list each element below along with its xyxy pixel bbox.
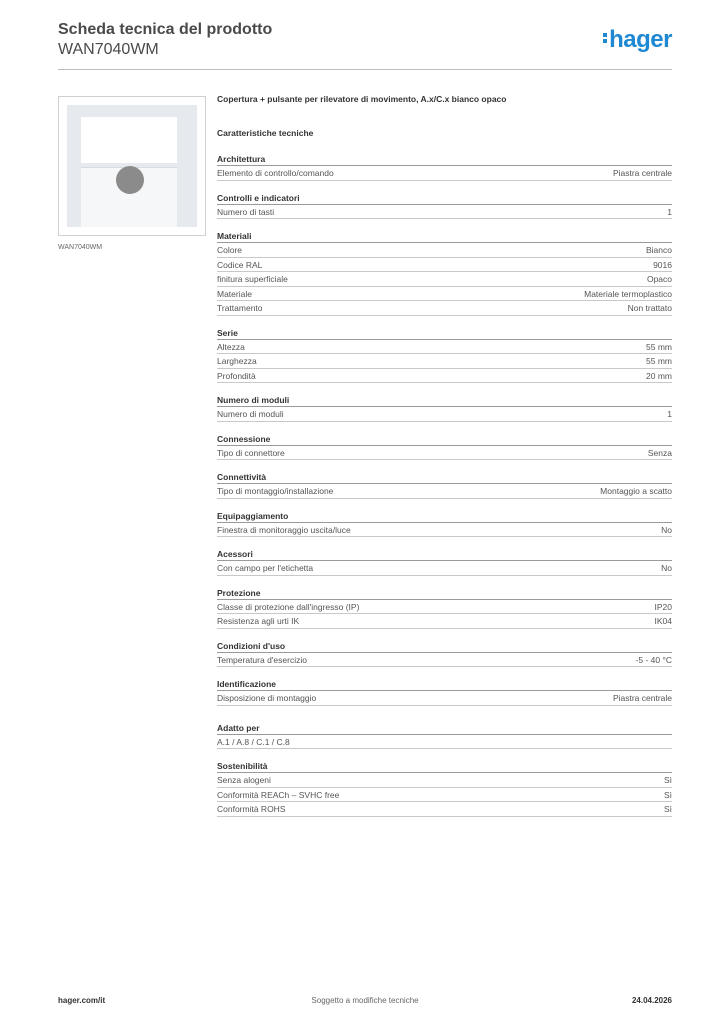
spec-value: 1 [667, 206, 672, 217]
spec-row [217, 773, 672, 788]
spec-section [217, 230, 672, 316]
document-title: Scheda tecnica del prodotto [58, 21, 273, 38]
spec-label: Numero di moduli [217, 409, 284, 419]
section-title: Identificazione [217, 678, 672, 691]
spec-label: Altezza [217, 341, 245, 352]
sensor-lens-icon [116, 166, 144, 194]
spec-subheading: Caratteristiche tecniche [217, 128, 314, 138]
header-divider [58, 69, 672, 70]
spec-row [217, 523, 672, 538]
plate-upper-panel [81, 117, 177, 163]
spec-label: Tipo di connettore [217, 447, 285, 458]
plate-frame [67, 105, 197, 227]
product-code: WAN7040WM [58, 41, 159, 58]
spec-value: 9016 [653, 259, 672, 270]
spec-value: IP20 [654, 601, 672, 612]
spec-label: Senza alogeni [217, 775, 271, 785]
spec-label: Resistenza agli urti IK [217, 616, 300, 626]
product-description: Copertura + pulsante per rilevatore di movimento, A.x/C.x bianco opaco [217, 94, 507, 104]
footer-website: hager.com/it [58, 996, 106, 1005]
spec-label: Disposizione di montaggio [217, 693, 317, 703]
spec-section [217, 394, 672, 422]
spec-value: No [661, 563, 672, 573]
spec-label: Colore [217, 245, 243, 255]
spec-label: Temperatura d'esercizio [217, 654, 307, 665]
spec-label: Larghezza [217, 356, 257, 366]
spec-row [217, 243, 672, 258]
spec-row [217, 446, 672, 461]
spec-row [217, 340, 672, 355]
spec-value: Sì [663, 775, 672, 785]
spec-section [217, 510, 672, 538]
section-title: Connessione [217, 433, 672, 446]
spec-value: Bianco [646, 245, 672, 255]
spec-value: Sì [663, 804, 672, 814]
spec-label: Trattamento [217, 303, 263, 313]
spec-value: Senza [647, 447, 672, 458]
spec-sections [217, 153, 672, 706]
spec-section [217, 678, 672, 706]
image-caption: WAN7040WM [58, 244, 103, 251]
spec-row [217, 653, 672, 668]
spec-section [217, 153, 672, 181]
product-image [58, 96, 206, 236]
spec-content [217, 94, 672, 828]
spec-label: Elemento di controllo/comando [217, 168, 334, 178]
section-sostenibilita [217, 760, 672, 817]
spec-row [217, 205, 672, 220]
spec-label: A.1 / A.8 / C.1 / C.8 [217, 736, 290, 747]
spec-section [217, 471, 672, 499]
section-title: Numero di moduli [217, 394, 672, 407]
logo-dots-icon [603, 31, 607, 45]
spec-label: Numero di tasti [217, 206, 275, 217]
section-title: Equipaggiamento [217, 510, 672, 523]
spec-label: Con campo per l'etichetta [217, 563, 314, 573]
spec-value: Opaco [646, 274, 672, 284]
section-title: Connettività [217, 471, 672, 484]
spec-row [217, 369, 672, 384]
spec-label: Codice RAL [217, 259, 263, 270]
spec-value: Non trattato [627, 303, 672, 313]
spec-row [217, 788, 672, 803]
spec-label: Tipo di montaggio/installazione [217, 486, 334, 496]
spec-value: Materiale termoplastico [584, 288, 672, 299]
section-title: Protezione [217, 587, 672, 600]
section-title: Architettura [217, 153, 672, 166]
page-header [58, 20, 672, 70]
spec-row [217, 354, 672, 369]
spec-value: Sì [663, 789, 672, 800]
spec-value: Montaggio a scatto [600, 486, 672, 496]
spec-row [217, 561, 672, 576]
spec-row [217, 301, 672, 316]
spec-value: Piastra centrale [612, 693, 672, 703]
spec-section [217, 587, 672, 629]
spec-row [217, 258, 672, 273]
spec-label: Classe di protezione dall'ingresso (IP) [217, 601, 360, 612]
spec-section [217, 433, 672, 461]
spec-section [217, 327, 672, 384]
hager-logo: hager [603, 26, 672, 54]
spec-row [217, 272, 672, 287]
spec-row [217, 600, 672, 615]
section-title: Condizioni d'uso [217, 640, 672, 653]
spec-value: Piastra centrale [612, 168, 672, 178]
footer-date: 24.04.2026 [631, 996, 672, 1005]
spec-label: Profondità [217, 370, 256, 381]
spec-section [217, 192, 672, 220]
spec-value: 55 mm [646, 341, 672, 352]
spec-row [217, 287, 672, 302]
footer-note: Soggetto a modifiche tecniche [311, 996, 419, 1005]
spec-row [217, 166, 672, 181]
spec-row [217, 614, 672, 629]
spec-value: 20 mm [646, 370, 672, 381]
spec-section [217, 548, 672, 576]
spec-row [217, 691, 672, 706]
spec-row [217, 407, 672, 422]
section-title: Serie [217, 327, 672, 340]
spec-label: Finestra di monitoraggio uscita/luce [217, 524, 351, 535]
spec-value: -5 - 40 °C [635, 654, 672, 665]
spec-label: Materiale [217, 288, 252, 299]
spec-row [217, 802, 672, 817]
spec-label: Conformità ROHS [217, 804, 286, 814]
spec-label: Conformità REACh – SVHC free [217, 789, 340, 800]
spec-value: IK04 [654, 616, 672, 626]
section-title: Adatto per [217, 722, 672, 735]
spec-label: finitura superficiale [217, 274, 288, 284]
spec-value: No [661, 524, 672, 535]
spec-value: 55 mm [646, 356, 672, 366]
section-adatto [217, 722, 672, 750]
spec-row [217, 484, 672, 499]
spec-value: 1 [667, 409, 672, 419]
section-title: Acessori [217, 548, 672, 561]
section-title: Materiali [217, 230, 672, 243]
section-title: Controlli e indicatori [217, 192, 672, 205]
section-title: Sostenibilità [217, 760, 672, 773]
spec-row [217, 735, 672, 750]
spec-section [217, 640, 672, 668]
